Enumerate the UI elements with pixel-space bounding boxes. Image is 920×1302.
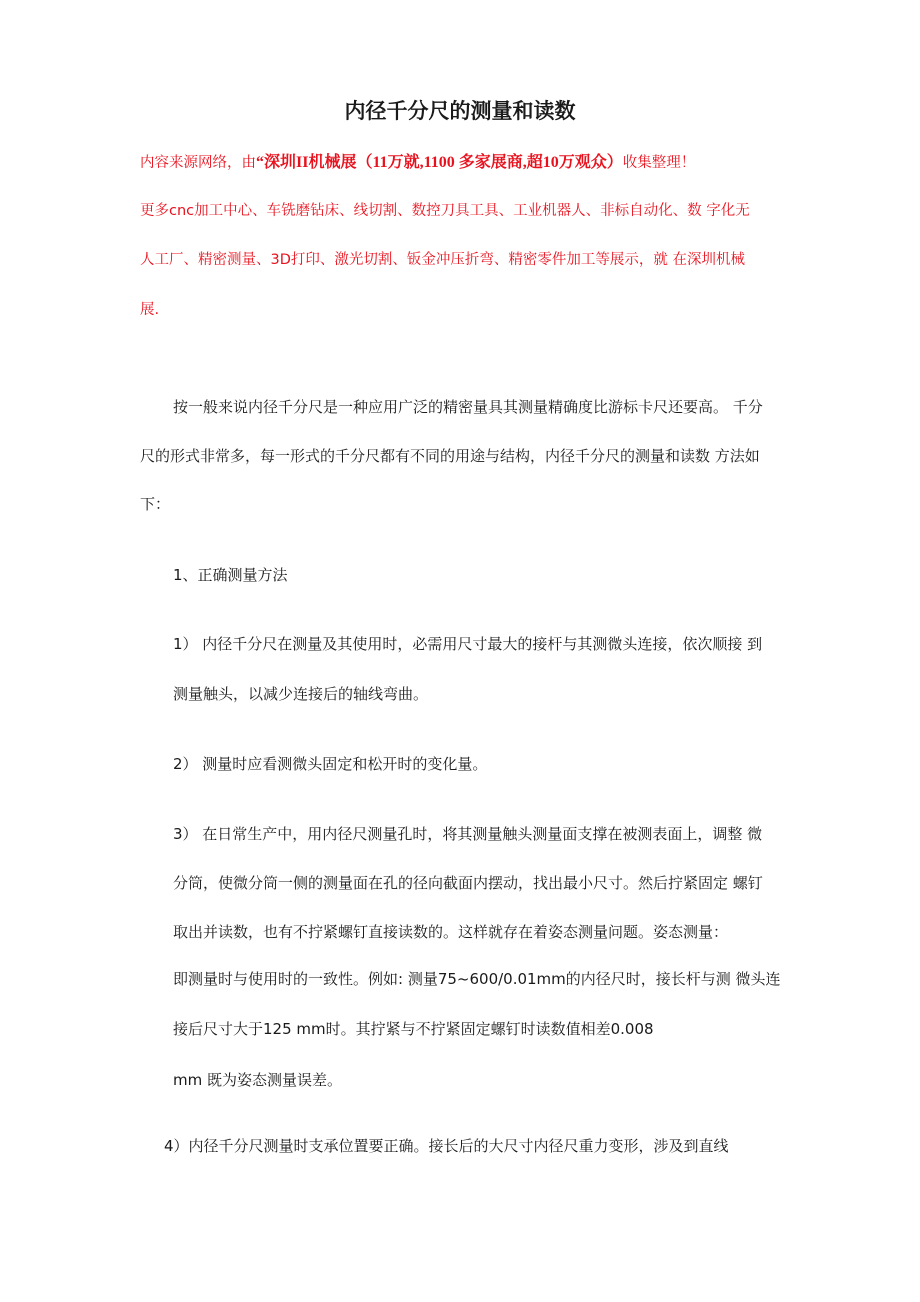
intro-line-1: 按一般来说内径千分尺是一种应用广泛的精密量具其测量精确度比游标卡尺还要高。 千分 — [173, 398, 763, 416]
item-4-line-1: 4）内径千分尺测量时支承位置要正确。接长后的大尺寸内径尺重力变形，涉及到直线 — [164, 1137, 729, 1155]
promo-prefix: 内容来源网络，由 — [140, 155, 256, 171]
section-heading: 1、正确测量方法 — [173, 566, 288, 584]
promo-line-2: 更多cnc加工中心、车铣磨钻床、线切割、数控刀具工具、工业机器人、非标自动化、数 字化无 — [140, 203, 750, 219]
intro-line-2: 尺的形式非常多，每一形式的千分尺都有不同的用途与结构，内径千分尺的测量和读数 方法如 — [140, 447, 760, 465]
item-1-line-1: 1） 内径千分尺在测量及其使用时，必需用尺寸最大的接杆与其测微头连接，依次顺接 到 — [173, 635, 763, 653]
item-2-line-1: 2） 测量时应看测微头固定和松开时的变化量。 — [173, 755, 488, 773]
promo-line-1 — [140, 153, 695, 173]
promo-suffix: 收集整理！ — [622, 155, 696, 171]
promo-bold-text: “深圳II机械展（11万就,1100 多家展商,超10万观众） — [256, 154, 623, 171]
promo-line-3: 人工厂、精密测量、3D打印、激光切割、钣金冲压折弯、精密零件加工等展示，就 在深圳机械 — [140, 252, 745, 268]
item-3-line-5: 接后尺寸大于125 mm时。其拧紧与不拧紧固定螺钉时读数值相差0.008 — [173, 1020, 654, 1038]
item-3-line-6: mm 既为姿态测量误差。 — [173, 1071, 342, 1089]
document-title: 内径千分尺的测量和读数 — [344, 99, 576, 123]
item-3-line-1: 3） 在日常生产中，用内径尺测量孔时，将其测量触头测量面支撑在被测表面上，调整 微 — [173, 825, 763, 843]
item-1-line-2: 测量触头，以减少连接后的轴线弯曲。 — [173, 685, 429, 703]
item-3-line-2: 分筒，使微分筒一侧的测量面在孔的径向截面内摆动，找出最小尺寸。然后拧紧固定 螺钉 — [173, 874, 763, 892]
promo-line-4: 展. — [140, 302, 160, 318]
intro-line-3: 下： — [140, 495, 171, 513]
item-3-line-3: 取出并读数，也有不拧紧螺钉直接读数的。这样就存在着姿态测量问题。姿态测量： — [173, 923, 729, 941]
item-3-line-4: 即测量时与使用时的一致性。例如: 测量75~600/0.01mm的内径尺时，接长杆与测 微头连 — [173, 970, 781, 988]
